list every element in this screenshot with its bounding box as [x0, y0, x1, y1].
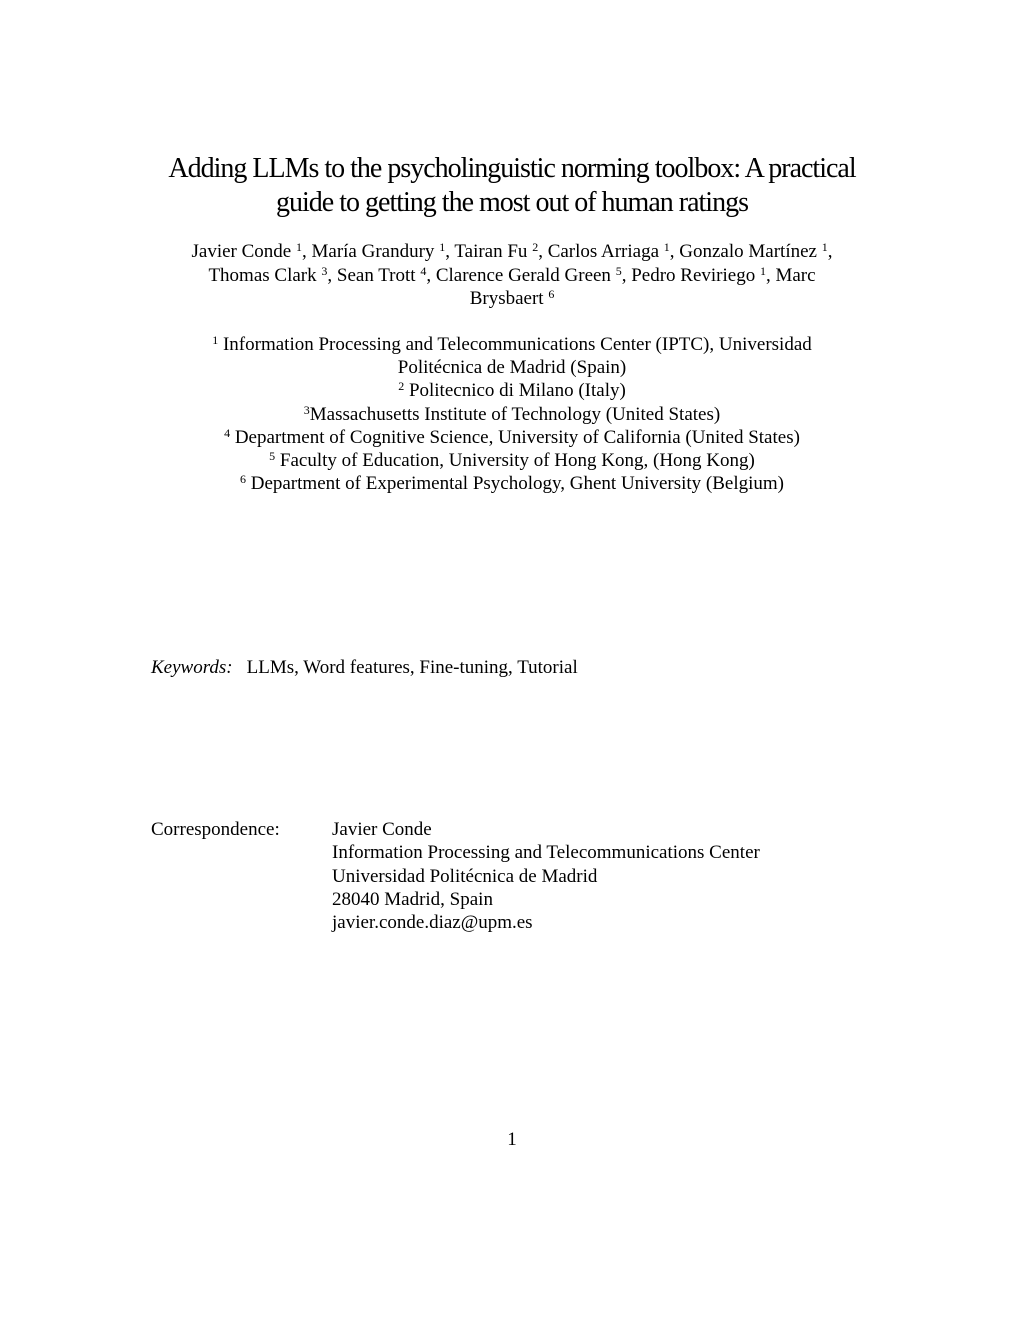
keywords-value: LLMs, Word features, Fine-tuning, Tutorial — [246, 657, 578, 678]
author-affiliation-mark: 1 — [759, 263, 766, 278]
affiliation-number: 1 — [212, 333, 219, 347]
affiliation-2 — [0, 379, 1024, 402]
author-name: Thomas Clark — [208, 264, 317, 286]
affiliation-6 — [0, 472, 1024, 495]
affiliation-text: Information Processing and Telecommunications Center (IPTC), Universidad — [222, 334, 812, 355]
author-name: Tairan Fu — [454, 241, 528, 262]
affiliation-number: 6 — [239, 472, 246, 487]
author-name: Javier Conde — [191, 241, 292, 262]
author-affiliation-mark: 1 — [439, 240, 446, 254]
author-affiliation-mark: 3 — [321, 263, 328, 278]
author-name: Sean Trott — [336, 264, 416, 286]
affiliation-text: Department of Experimental Psychology, Ghent University (Belgium) — [250, 473, 785, 495]
correspondence-city: 28040 Madrid, Spain — [332, 888, 493, 910]
author-line-2: Thomas Clark $^3$, Sean Trott $^4$, Clarence Gerald Green $^5$, Pedro Reviriego $^1$, Marc — [208, 263, 816, 286]
author-affiliation-mark: 6 — [548, 287, 555, 301]
affiliation-text: Politecnico di Milano (Italy) — [408, 380, 626, 402]
affiliation-4 — [0, 426, 1024, 449]
affiliation-3 — [0, 403, 1024, 426]
keywords — [151, 656, 578, 680]
affiliation-1 — [0, 333, 1024, 356]
correspondence-label: Correspondence: — [151, 819, 280, 840]
author-name: Marc — [775, 264, 816, 286]
affiliation-number: 4 — [224, 425, 231, 440]
author-name: Carlos Arriaga — [547, 241, 660, 262]
keywords-label: Keywords: — [151, 657, 233, 678]
affiliation-number: 5 — [269, 449, 276, 464]
author-list — [0, 240, 1024, 311]
affiliation-1-continued: Politécnica de Madrid (Spain) — [397, 357, 627, 379]
author-name: María Grandury — [311, 241, 435, 262]
affiliation-list — [0, 333, 1024, 495]
author-affiliation-mark: 5 — [615, 263, 622, 278]
affiliation-text: Department of Cognitive Science, University of California (United States) — [234, 426, 800, 448]
author-line-3 — [0, 287, 1024, 311]
author-affiliation-mark: 1 — [296, 240, 302, 254]
correspondence-address — [332, 818, 760, 934]
author-affiliation-mark: 1 — [821, 240, 828, 254]
author-line-1: Javier Conde $^1$, María Grandury $^1$, Tairan Fu $^2$, Carlos Arriaga $^1$, Gonzalo Martínez $^1$, — [191, 240, 833, 262]
author-affiliation-mark: 4 — [420, 263, 427, 278]
author-affiliation-mark: 2 — [532, 240, 539, 254]
correspondence-email: javier.conde.diaz@upm.es — [332, 912, 533, 934]
affiliation-number: 2 — [398, 379, 405, 394]
correspondence-institution: Universidad Politécnica de Madrid — [332, 865, 598, 887]
paper-title — [0, 152, 1024, 220]
page-number: 1 — [507, 1129, 517, 1150]
author-name: Clarence Gerald Green — [435, 264, 611, 286]
affiliation-text: Massachusetts Institute of Technology (United States) — [309, 403, 721, 425]
correspondence-name: Javier Conde — [332, 819, 432, 840]
correspondence-department: Information Processing and Telecommunications Center — [332, 842, 760, 864]
author-name: Brysbaert — [469, 288, 544, 309]
author-name: Pedro Reviriego — [631, 264, 756, 286]
author-name: Gonzalo Martínez — [679, 241, 817, 262]
title-line-1: Adding LLMs to the psycholinguistic norming toolbox: A practical — [168, 153, 856, 184]
affiliation-text: Faculty of Education, University of Hong Kong, (Hong Kong) — [279, 450, 755, 472]
affiliation-5 — [0, 449, 1024, 472]
author-affiliation-mark: 1 — [663, 240, 670, 254]
affiliation-number: 3 — [303, 402, 310, 417]
title-line-2: guide to getting the most out of human ratings — [276, 187, 748, 218]
